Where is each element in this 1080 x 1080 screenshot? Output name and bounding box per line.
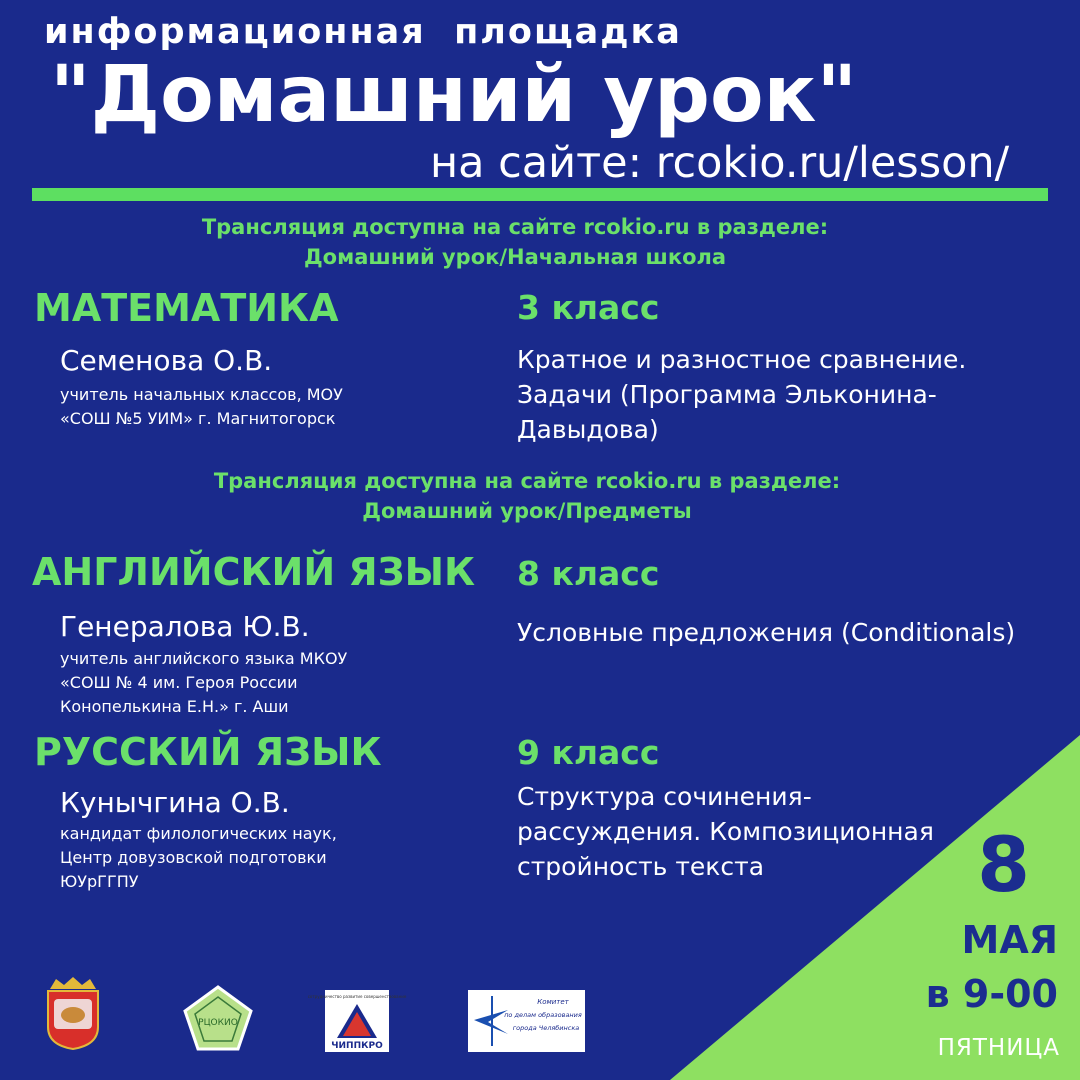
broadcast-notice bbox=[12, 466, 1042, 526]
description-line: ЮУрГГПУ bbox=[60, 872, 139, 891]
date-day: 8 bbox=[977, 820, 1030, 909]
description-line: учитель начальных классов, МОУ bbox=[60, 385, 343, 404]
committee-line: по делам образования bbox=[504, 1011, 582, 1019]
lesson-topic bbox=[517, 615, 1015, 650]
subject-title: РУССКИЙ ЯЗЫК bbox=[34, 730, 382, 774]
topic-line: Давыдова) bbox=[517, 415, 659, 444]
date-month: МАЯ bbox=[961, 918, 1058, 962]
description-line: «СОШ №5 УИМ» г. Магнитогорск bbox=[60, 409, 336, 428]
committee-line: Комитет bbox=[537, 998, 569, 1006]
topic-line: Задачи (Программа Эльконина- bbox=[517, 380, 937, 409]
lesson-topic bbox=[517, 342, 966, 447]
topic-line: Условные предложения (Conditionals) bbox=[517, 618, 1016, 647]
chelyabinsk-coat-of-arms-icon bbox=[44, 975, 102, 1051]
topic-line: стройность текста bbox=[517, 852, 765, 881]
header-subtitle: информационная площадка bbox=[44, 12, 682, 52]
description-line: Конопелькина Е.Н.» г. Аши bbox=[60, 697, 289, 716]
topic-line: Структура сочинения- bbox=[517, 782, 812, 811]
page-title: "Домашний урок" bbox=[50, 50, 858, 140]
rcokio-logo-text: РЦОКИО bbox=[198, 1018, 238, 1028]
committee-line: города Челябинска bbox=[512, 1024, 580, 1032]
subject-title: МАТЕМАТИКА bbox=[34, 286, 339, 330]
description-line: учитель английского языка МКОУ bbox=[60, 649, 348, 668]
teacher-name: Семенова О.В. bbox=[60, 344, 273, 377]
chippkro-logo bbox=[307, 990, 407, 1052]
notice-line: Трансляция доступна на сайте rcokio.ru в разделе: bbox=[213, 469, 841, 493]
topic-line: рассуждения. Композиционная bbox=[517, 817, 934, 846]
notice-line: Трансляция доступна на сайте rcokio.ru в разделе: bbox=[201, 215, 829, 239]
grade-label: 8 класс bbox=[517, 554, 660, 593]
grade-label: 3 класс bbox=[517, 288, 660, 327]
lesson-topic bbox=[517, 779, 934, 884]
date-time: в 9-00 bbox=[925, 972, 1058, 1016]
subject-title: АНГЛИЙСКИЙ ЯЗЫК bbox=[32, 550, 476, 594]
teacher-name: Кунычгина О.В. bbox=[60, 786, 290, 819]
notice-line: Домашний урок/Начальная школа bbox=[303, 245, 727, 269]
notice-line: Домашний урок/Предметы bbox=[362, 499, 692, 523]
chippkro-slogan: сотрудничество развитие совершенствование bbox=[307, 994, 407, 999]
topic-line: Кратное и разностное сравнение. bbox=[517, 345, 967, 374]
site-address: на сайте: rcokio.ru/lesson/ bbox=[430, 138, 1010, 188]
description-line: «СОШ № 4 им. Героя России bbox=[60, 673, 298, 692]
teacher-name: Генералова Ю.В. bbox=[60, 610, 310, 643]
description-line: кандидат филологических наук, bbox=[60, 824, 337, 843]
education-committee-logo bbox=[468, 990, 585, 1052]
rcokio-logo bbox=[183, 985, 253, 1051]
teacher-description bbox=[60, 383, 343, 431]
teacher-description bbox=[60, 647, 347, 719]
broadcast-notice bbox=[0, 212, 1030, 272]
teacher-description bbox=[60, 822, 337, 894]
grade-label: 9 класс bbox=[517, 733, 660, 772]
header-divider bbox=[32, 188, 1048, 201]
description-line: Центр довузовской подготовки bbox=[60, 848, 327, 867]
chippkro-logo-text: ЧИППКРО bbox=[331, 1041, 383, 1051]
date-weekday: ПЯТНИЦА bbox=[937, 1035, 1060, 1061]
